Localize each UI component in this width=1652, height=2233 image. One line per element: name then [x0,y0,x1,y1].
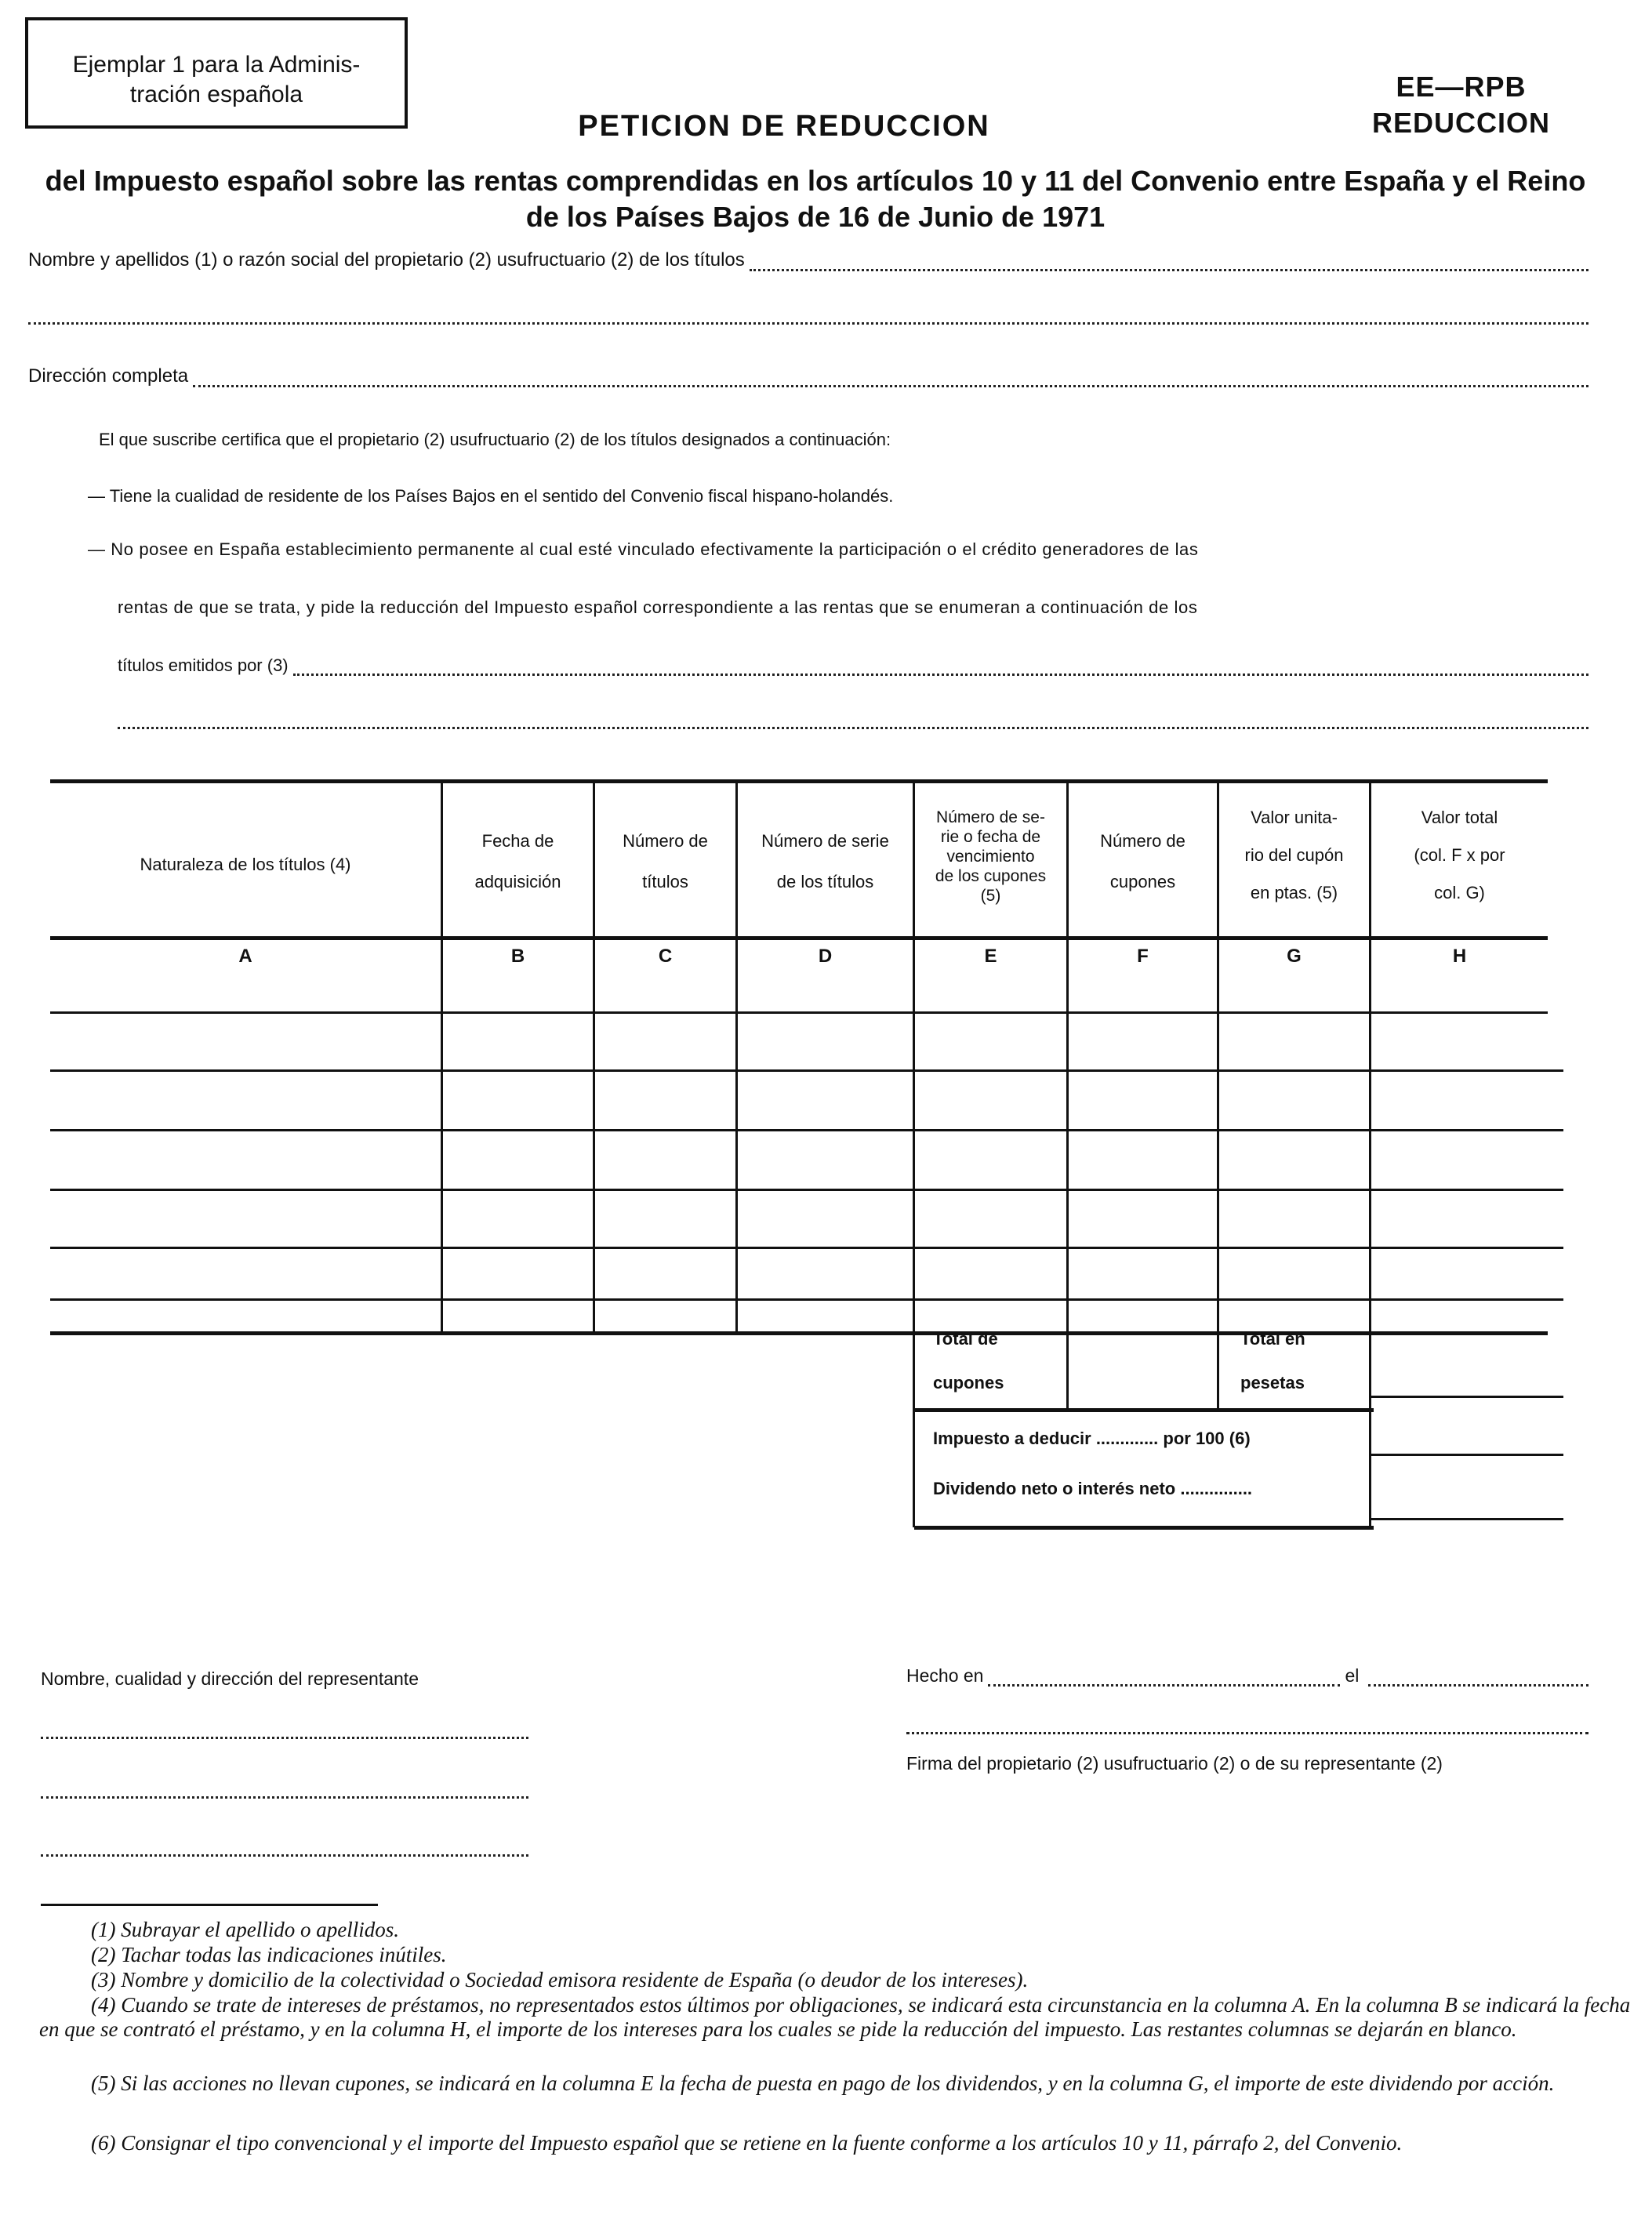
footnote-1: (1) Subrayar el apellido o apellidos. [91,1918,399,1941]
dividendo-neto-label: Dividendo neto o interés neto ............... [933,1479,1253,1498]
representante-label: Nombre, cualidad y dirección del representante [41,1668,419,1689]
totals-row-line [1371,1396,1563,1398]
ejemplar-line-1: Ejemplar 1 para la Adminis- [72,52,361,78]
footnote-3: (3) Nombre y domicilio de la colectividad o Sociedad emisora residente de España (o deudor de los intereses). [91,1968,1029,1992]
column-letter-c: C [658,946,673,967]
declaration-item-2-line-1: — No posee en España establecimiento permanente al cual esté vinculado efectivamente la participación o el crédito generadores de las [88,539,1199,559]
footnote-4: (4) Cuando se trate de intereses de préstamos, no representados estos últimos por obligaciones, se indicará esta circunstancia en la columna A. En la columna B se indicará la fecha en que se contrató el préstamo, y en la columna H, el importe de los intereses para los cuales se pide la reducción del impuesto. Las restantes columnas se dejarán en blanco. [39,1993,1631,2041]
table-row-line [50,1011,1548,1014]
totals-box-rule [914,1408,1374,1412]
direccion-label: Dirección completa [28,365,189,387]
declaration-intro: El que suscribe certifica que el propietario (2) usufructuario (2) de los títulos designados a continuación: [99,430,891,449]
hecho-en-field[interactable] [906,1665,1588,1687]
titulos-emitidos-label: títulos emitidos por (3) [118,655,289,675]
subtitle-line-2: de los Países Bajos de 16 de Junio de 1971 [525,201,1106,233]
ejemplar-line-2: tración española [129,82,303,107]
header-vencimiento-cupones: Número de se- rie o fecha de vencimiento de los cupones (5) [935,808,1047,905]
form-code-line-2: REDUCCION [1371,107,1550,139]
nombre-label: Nombre y apellidos (1) o razón social del propietario (2) usufructuario (2) de los títulos [28,249,745,271]
direccion-dotted-line [193,372,1588,387]
header-numero-titulos: Número de títulos [623,831,708,891]
header-fecha-adquisicion: Fecha de adquisición [474,831,561,891]
table-top-rule [50,779,1548,783]
firma-line[interactable] [906,1731,1588,1734]
direccion-field[interactable] [28,365,1588,387]
firma-label: Firma del propietario (2) usufructuario (2) o de su representante (2) [906,1753,1443,1774]
header-valor-unitario: Valor unita- rio del cupón en ptas. (5) [1244,808,1344,902]
form-code-line-1: EE—RPB [1396,71,1527,103]
column-letter-h: H [1452,946,1467,967]
header-valor-total: Valor total (col. F x por col. G) [1414,808,1505,902]
table-row-line [50,1069,1563,1072]
column-letter-e: E [984,946,997,967]
hecho-en-dotted-line [988,1672,1340,1687]
representante-line-1[interactable] [41,1736,528,1739]
footnote-5: (5) Si las acciones no llevan cupones, se indicará en la columna E la fecha de puesta en pago de los dividendos, y en la columna G, el importe de este dividendo por acción. [91,2071,1555,2095]
totals-box-bottom-rule [914,1526,1374,1530]
representante-line-3[interactable] [41,1854,528,1857]
table-row-line [50,1189,1563,1191]
representante-line-2[interactable] [41,1795,528,1799]
subtitle-line-1: del Impuesto español sobre las rentas comprendidas en los artículos 10 y 11 del Convenio entre España y el Reino [45,165,1586,197]
nombre-field[interactable] [28,249,1588,271]
declaration-item-1: — Tiene la cualidad de residente de los Países Bajos en el sentido del Convenio fiscal hispano-holandés. [88,486,894,506]
page-title: PETICION DE REDUCCION [578,110,990,143]
column-letter-a: A [238,946,252,967]
footnote-2: (2) Tachar todas las indicaciones inútiles. [91,1943,447,1966]
column-letter-b: B [510,946,525,967]
declaration-item-2-line-2: rentas de que se trata, y pide la reducción del Impuesto español correspondiente a las rentas que se enumeran a continuación de los [118,597,1198,617]
fecha-dotted-line [1368,1672,1588,1687]
header-naturaleza: Naturaleza de los títulos (4) [140,855,351,874]
page-subtitle [8,163,1623,235]
impuesto-row-line [1371,1454,1563,1456]
column-letter-g: G [1287,946,1302,967]
titulos-emitidos-field[interactable] [118,655,1588,676]
column-letter-f: F [1137,946,1149,967]
table-row-line [50,1298,1563,1301]
titulos-emitidos-dotted-line [293,661,1588,676]
titulos-emitidos-continuation-line[interactable] [118,726,1588,729]
column-letter-d: D [818,946,833,967]
el-label: el [1345,1665,1360,1686]
hecho-en-label: Hecho en [906,1665,984,1686]
table-body-bottom-rule [50,1331,1548,1335]
footnote-rule [41,1904,378,1906]
header-numero-cupones: Número de cupones [1100,831,1185,891]
table-header-rule [50,936,1548,940]
header-numero-serie: Número de serie de los títulos [761,831,889,891]
table-row-line [50,1247,1563,1249]
impuesto-deducir-label: Impuesto a deducir ............. por 100 (6) [933,1429,1251,1448]
total-cupones-label: Total de cupones [933,1329,1004,1392]
total-pesetas-label: Total en pesetas [1240,1329,1305,1392]
nombre-dotted-line [750,256,1588,271]
footnote-6: (6) Consignar el tipo convencional y el importe del Impuesto español que se retiene en la fuente conforme a los artículos 10 y 11, párrafo 2, del Convenio. [91,2131,1403,2155]
nombre-continuation-line[interactable] [28,321,1588,325]
dividendo-row-line [1371,1518,1563,1520]
table-row-line [50,1129,1563,1131]
